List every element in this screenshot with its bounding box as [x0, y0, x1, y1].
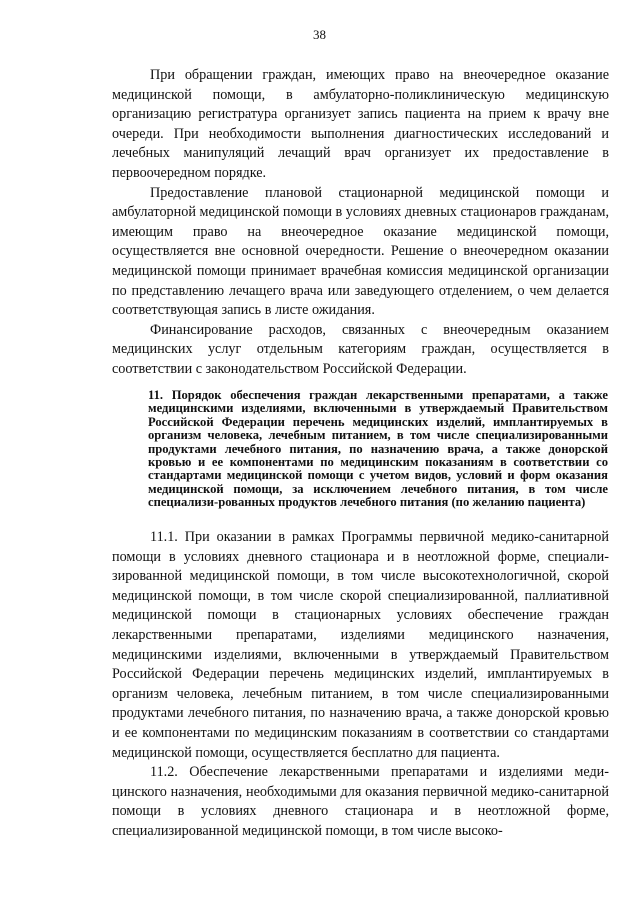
section-11-heading — [148, 389, 608, 510]
section-11-text-block — [112, 528, 609, 842]
page-number: 38 — [313, 27, 326, 42]
paragraph-planned-care: Предоставление плановой стационарной медицинской помощи и амбулаторной медицинской помощи в условиях дневных стационаров гражданам, имеющим право на внеочередное оказание медицинской помощи, осуществляется вне основной очередности. Решение о внеочередном оказании медицинской помощи принимает врачебная комиссия медицинской организации по представлению лечащего врача или заведующего отделением, о чем делается соответствующая запись в листе ожидания. — [112, 184, 609, 319]
paragraph-financing: Финансирование расходов, связанных с внеочередным оказанием медицинских услуг отдельным категориям граждан, осуществляется в соответствии с законодательством Российской Федерации. — [112, 321, 609, 377]
paragraph-11-2: 11.2. Обеспечение лекарственными препаратами и изделиями меди-цинского назначения, необходимыми для оказания первичной медико-санитарной помощи в условиях дневного стационара и в неотложной форме, специализированной медицинской помощи, в том числе высоко- — [112, 764, 609, 839]
paragraph-11-1: 11.1. При оказании в рамках Программы первичной медико-санитарной помощи в условиях дневного стационара и в неотложной форме, специали-зированной медицинской помощи, в том числе высокотехнологичной, скорой медицинской помощи, в том числе скорой специализированной, паллиативной медицинской помощи в стационарных условиях обеспечение граждан лекарственными препаратами, изделиями медицинского назначения, медицинскими изделиями, включенными в утверждаемый Правительством Российской Федерации перечень медицинских изделий, имплантируемых в организм человека, лечебным питанием, в том числе специализированными продуктами лечебного питания, по назначению врача, а также донорской кровью и ее компонентами по медицинским показаниям в соответствии со стандартами медицинской помощи, осуществляется бесплатно для пациента. — [112, 529, 609, 761]
section-11-title: Порядок обеспечения граждан лекарственными препаратами, а также медицинскими изделиями, включенными в утверждаемый Правительством Российской Федерации перечень медицинских изделий, имплантируемых в организм человека, лечебным питанием, в том числе специализированными продуктами лечебного питания, по назначению врача, а также донорской кровью и ее компонентами по медицинским показаниям в соответствии со стандартами медицинской помощи с учетом видов, условий и форм оказания медицинской помощи, за исключением лечебного питания, в том числе специализи-рованных продуктов лечебного питания (по желанию пациента) — [148, 388, 608, 510]
intro-text-block — [112, 66, 609, 380]
paragraph-priority-registration: При обращении граждан, имеющих право на внеочередное оказание медицинской помощи, в амбулаторно-поликлиническую медицинскую организацию регистратура организует запись пациента на прием к врачу вне очереди. При необходимости выполнения диагностических исследований и лечебных манипуляций лечащий врач организует их предоставление в первоочередном порядке. — [112, 67, 609, 181]
section-11-number: 11. — [148, 388, 164, 402]
